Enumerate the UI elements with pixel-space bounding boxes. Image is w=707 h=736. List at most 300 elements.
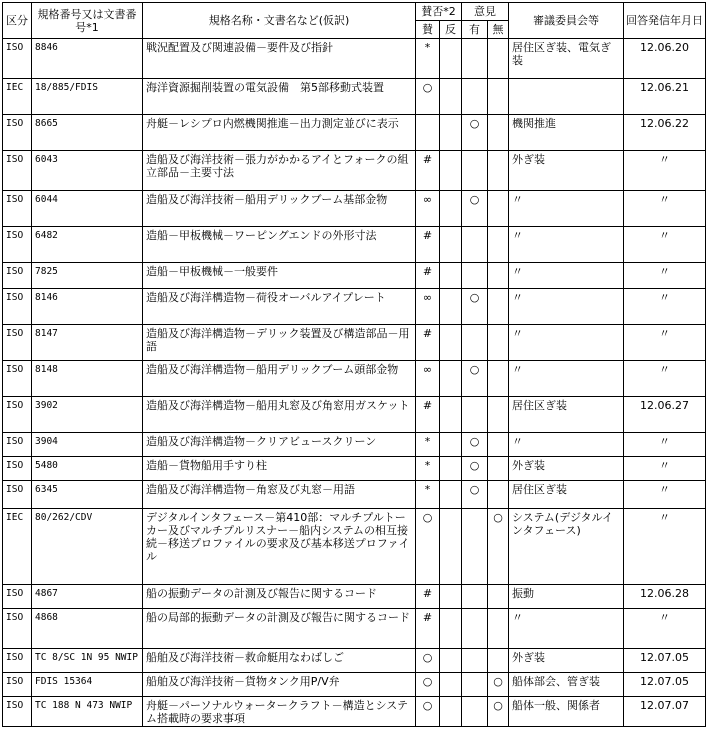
cell-class xyxy=(3,325,32,361)
cell-opinion-yes xyxy=(462,697,488,727)
cell-vote-yes xyxy=(416,361,440,397)
cell-title xyxy=(143,39,416,79)
cell-opinion-no xyxy=(488,289,509,325)
cell-reply-date-text: 〃 xyxy=(659,435,670,448)
cell-opinion-no xyxy=(488,151,509,191)
header-opinion: 意見 xyxy=(462,3,509,21)
cell-vote-yes-text: * xyxy=(424,459,431,472)
cell-number-text: 3904 xyxy=(35,436,58,447)
cell-opinion-yes xyxy=(462,481,488,509)
cell-committee xyxy=(509,227,624,263)
cell-title-text: 造船及び海洋構造物－船用丸窓及び角窓用ガスケット xyxy=(146,399,410,412)
cell-number-text: 3902 xyxy=(35,400,58,411)
table-row xyxy=(3,397,706,433)
cell-vote-yes-text: ∞ xyxy=(422,291,433,304)
cell-vote-yes-text: ○ xyxy=(422,651,433,664)
cell-title-text: デジタルインタフェース－第410部：マルチプルトーカー及びマルチプルリスナー－船内システムの相互接続－移送プロファイルの要求及び基本移送プロファイル xyxy=(146,511,410,563)
cell-reply-date-text: 〃 xyxy=(659,291,670,304)
cell-title-text: 造船及び海洋構造物－デリック装置及び構造部品－用語 xyxy=(146,327,410,353)
cell-vote-no xyxy=(440,289,462,325)
header-committee: 審議委員会等 xyxy=(509,3,624,39)
cell-committee xyxy=(509,325,624,361)
cell-number xyxy=(32,585,143,609)
table-row xyxy=(3,649,706,673)
cell-title xyxy=(143,289,416,325)
cell-vote-yes-text: # xyxy=(422,587,433,600)
cell-opinion-no xyxy=(488,115,509,151)
cell-number-text: 8147 xyxy=(35,328,58,339)
cell-opinion-yes xyxy=(462,509,488,585)
cell-class xyxy=(3,191,32,227)
cell-opinion-no xyxy=(488,673,509,697)
cell-vote-no xyxy=(440,151,462,191)
table-row xyxy=(3,151,706,191)
cell-opinion-yes xyxy=(462,227,488,263)
cell-reply-date xyxy=(624,361,706,397)
cell-reply-date xyxy=(624,697,706,727)
cell-reply-date xyxy=(624,509,706,585)
cell-reply-date-text: 12.06.21 xyxy=(640,81,689,94)
cell-class-text: ISO xyxy=(6,194,24,205)
cell-title xyxy=(143,397,416,433)
cell-vote-yes xyxy=(416,397,440,433)
cell-committee-text: 〃 xyxy=(512,363,523,376)
cell-class xyxy=(3,673,32,697)
cell-committee-text: 〃 xyxy=(512,229,523,242)
cell-reply-date xyxy=(624,115,706,151)
cell-reply-date-text: 12.07.05 xyxy=(640,675,689,688)
cell-title-text: 戦況配置及び関連設備－要件及び指針 xyxy=(146,41,333,54)
table-row xyxy=(3,263,706,289)
table-row xyxy=(3,697,706,727)
cell-opinion-no xyxy=(488,79,509,115)
cell-reply-date xyxy=(624,79,706,115)
cell-reply-date xyxy=(624,673,706,697)
cell-committee xyxy=(509,649,624,673)
cell-committee xyxy=(509,151,624,191)
cell-vote-yes xyxy=(416,191,440,227)
cell-vote-yes xyxy=(416,433,440,457)
cell-title xyxy=(143,263,416,289)
cell-number-text: 18/885/FDIS xyxy=(35,82,98,93)
cell-committee-text: 居住区ぎ装 xyxy=(512,483,567,496)
cell-reply-date xyxy=(624,227,706,263)
cell-opinion-no-text: ○ xyxy=(493,699,503,712)
cell-number xyxy=(32,397,143,433)
cell-number xyxy=(32,697,143,727)
cell-vote-yes xyxy=(416,649,440,673)
cell-committee xyxy=(509,673,624,697)
cell-vote-yes xyxy=(416,509,440,585)
cell-title xyxy=(143,325,416,361)
cell-number-text: 6043 xyxy=(35,154,58,165)
cell-reply-date-text: 12.06.22 xyxy=(640,117,689,130)
cell-title-text: 造船－甲板機械－一般要件 xyxy=(146,265,278,278)
cell-number xyxy=(32,325,143,361)
cell-vote-no xyxy=(440,397,462,433)
cell-opinion-no xyxy=(488,361,509,397)
cell-class-text: ISO xyxy=(6,400,24,411)
cell-number-text: 8146 xyxy=(35,292,58,303)
cell-committee-text: 外ぎ装 xyxy=(512,651,545,664)
cell-opinion-yes xyxy=(462,361,488,397)
cell-vote-yes xyxy=(416,263,440,289)
cell-number-text: 5480 xyxy=(35,460,58,471)
cell-title-text: 造船及び海洋技術－張力がかかるアイとフォークの組立部品－主要寸法 xyxy=(146,153,409,179)
cell-committee-text: 振動 xyxy=(512,587,534,600)
cell-vote-yes xyxy=(416,697,440,727)
cell-vote-yes xyxy=(416,39,440,79)
cell-title xyxy=(143,361,416,397)
cell-vote-no xyxy=(440,481,462,509)
cell-class-text: ISO xyxy=(6,118,24,129)
cell-opinion-yes-text: ○ xyxy=(469,363,480,376)
cell-class xyxy=(3,79,32,115)
cell-vote-yes xyxy=(416,609,440,649)
cell-vote-no xyxy=(440,325,462,361)
cell-committee-text: 外ぎ装 xyxy=(512,459,545,472)
cell-committee-text: 〃 xyxy=(512,265,523,278)
cell-vote-no xyxy=(440,361,462,397)
cell-committee xyxy=(509,289,624,325)
cell-committee xyxy=(509,481,624,509)
cell-number xyxy=(32,457,143,481)
table-row xyxy=(3,585,706,609)
cell-vote-yes-text: * xyxy=(424,483,431,496)
cell-opinion-yes xyxy=(462,585,488,609)
header-opinion-yes: 有 xyxy=(462,21,488,39)
cell-class-text: ISO xyxy=(6,588,24,599)
table-row xyxy=(3,191,706,227)
cell-vote-yes-text: ○ xyxy=(422,699,433,712)
cell-title-text: 造船及び海洋構造物－角窓及び丸窓－用語 xyxy=(146,483,355,496)
cell-committee xyxy=(509,263,624,289)
header-opinion-no: 無 xyxy=(488,21,509,39)
cell-number-text: 6345 xyxy=(35,484,58,495)
cell-vote-yes-text: # xyxy=(422,153,433,166)
cell-vote-no xyxy=(440,585,462,609)
cell-title-text: 舟艇－パーソナルウォータークラフト－構造とシステム搭載時の要求事項 xyxy=(146,699,409,725)
cell-opinion-yes xyxy=(462,397,488,433)
cell-vote-no xyxy=(440,649,462,673)
cell-opinion-yes-text: ○ xyxy=(469,117,480,130)
cell-title-text: 造船及び海洋構造物－船用デリックブーム頭部金物 xyxy=(146,363,399,376)
cell-vote-yes-text: ∞ xyxy=(422,193,433,206)
cell-committee xyxy=(509,39,624,79)
cell-title xyxy=(143,79,416,115)
cell-vote-yes-text: # xyxy=(422,327,433,340)
cell-vote-yes-text: * xyxy=(424,435,431,448)
cell-reply-date-text: 〃 xyxy=(659,459,670,472)
cell-opinion-yes xyxy=(462,673,488,697)
cell-committee xyxy=(509,361,624,397)
header-vote: 賛否*2 xyxy=(416,3,462,21)
cell-vote-yes xyxy=(416,481,440,509)
cell-vote-yes-text: # xyxy=(422,399,433,412)
cell-number-text: 8665 xyxy=(35,118,58,129)
cell-opinion-yes xyxy=(462,649,488,673)
cell-vote-yes-text: # xyxy=(422,265,433,278)
cell-reply-date-text: 〃 xyxy=(659,511,670,524)
cell-number-text: TC 188 N 473 NWIP xyxy=(35,700,133,711)
cell-title xyxy=(143,115,416,151)
cell-vote-no xyxy=(440,697,462,727)
cell-class-text: ISO xyxy=(6,676,24,687)
cell-committee-text: 居住区ぎ装、電気ぎ装 xyxy=(512,41,611,67)
cell-vote-yes xyxy=(416,457,440,481)
table-row xyxy=(3,79,706,115)
cell-class xyxy=(3,263,32,289)
cell-number xyxy=(32,673,143,697)
table-row xyxy=(3,433,706,457)
cell-number-text: 8846 xyxy=(35,42,58,53)
cell-reply-date xyxy=(624,397,706,433)
cell-number-text: 4868 xyxy=(35,612,58,623)
cell-reply-date-text: 〃 xyxy=(659,153,670,166)
cell-opinion-yes-text: ○ xyxy=(469,483,480,496)
cell-number xyxy=(32,289,143,325)
cell-class-text: ISO xyxy=(6,612,24,623)
cell-committee xyxy=(509,433,624,457)
cell-title xyxy=(143,697,416,727)
cell-class xyxy=(3,397,32,433)
cell-vote-yes xyxy=(416,289,440,325)
cell-reply-date xyxy=(624,457,706,481)
cell-class-text: ISO xyxy=(6,652,24,663)
cell-opinion-yes-text: ○ xyxy=(469,459,480,472)
cell-title xyxy=(143,673,416,697)
cell-vote-yes-text: ○ xyxy=(422,81,433,94)
header-class: 区分 xyxy=(3,3,32,39)
header-vote-no: 反 xyxy=(440,21,462,39)
cell-number xyxy=(32,227,143,263)
cell-vote-yes xyxy=(416,585,440,609)
standards-table xyxy=(2,2,706,727)
cell-opinion-yes xyxy=(462,151,488,191)
cell-opinion-yes xyxy=(462,263,488,289)
cell-class-text: IEC xyxy=(6,82,24,93)
cell-reply-date-text: 12.06.27 xyxy=(640,399,689,412)
cell-opinion-no xyxy=(488,433,509,457)
cell-number xyxy=(32,151,143,191)
table-row xyxy=(3,227,706,263)
cell-reply-date xyxy=(624,481,706,509)
cell-opinion-yes-text: ○ xyxy=(469,291,480,304)
cell-number-text: TC 8/SC 1N 95 NWIP xyxy=(35,652,138,663)
cell-class-text: ISO xyxy=(6,230,24,241)
cell-title-text: 造船－貨物船用手すり柱 xyxy=(146,459,267,472)
cell-opinion-yes xyxy=(462,79,488,115)
cell-number-text: 6044 xyxy=(35,194,58,205)
cell-committee xyxy=(509,457,624,481)
cell-class xyxy=(3,151,32,191)
cell-reply-date-text: 〃 xyxy=(659,483,670,496)
cell-number xyxy=(32,115,143,151)
cell-vote-no xyxy=(440,115,462,151)
cell-class xyxy=(3,457,32,481)
cell-class xyxy=(3,649,32,673)
cell-committee-text: 外ぎ装 xyxy=(512,153,545,166)
cell-opinion-no xyxy=(488,227,509,263)
cell-vote-yes xyxy=(416,227,440,263)
cell-reply-date xyxy=(624,433,706,457)
cell-class xyxy=(3,609,32,649)
cell-class-text: ISO xyxy=(6,460,24,471)
cell-opinion-yes xyxy=(462,289,488,325)
cell-opinion-yes xyxy=(462,433,488,457)
cell-class-text: ISO xyxy=(6,484,24,495)
cell-number xyxy=(32,649,143,673)
cell-opinion-yes xyxy=(462,39,488,79)
cell-opinion-no xyxy=(488,509,509,585)
cell-title xyxy=(143,609,416,649)
cell-reply-date-text: 12.06.28 xyxy=(640,587,689,600)
cell-committee xyxy=(509,585,624,609)
cell-reply-date xyxy=(624,609,706,649)
cell-number-text: 6482 xyxy=(35,230,58,241)
cell-number xyxy=(32,361,143,397)
cell-title-text: 船舶及び海洋技術－貨物タンク用P/V弁 xyxy=(146,675,340,688)
cell-committee-text: 〃 xyxy=(512,291,523,304)
cell-committee xyxy=(509,609,624,649)
cell-opinion-yes xyxy=(462,325,488,361)
cell-title xyxy=(143,457,416,481)
cell-vote-no xyxy=(440,263,462,289)
cell-vote-yes-text: ○ xyxy=(422,511,433,524)
cell-number-text: FDIS 15364 xyxy=(35,676,93,687)
cell-opinion-no xyxy=(488,697,509,727)
cell-reply-date xyxy=(624,263,706,289)
cell-opinion-no xyxy=(488,609,509,649)
cell-title-text: 船の局部的振動データの計測及び報告に関するコード xyxy=(146,611,410,624)
cell-class-text: ISO xyxy=(6,42,24,53)
cell-vote-yes xyxy=(416,151,440,191)
table-row xyxy=(3,509,706,585)
cell-reply-date xyxy=(624,191,706,227)
cell-reply-date xyxy=(624,39,706,79)
cell-class xyxy=(3,433,32,457)
cell-reply-date-text: 〃 xyxy=(659,229,670,242)
cell-class-text: ISO xyxy=(6,364,24,375)
cell-reply-date-text: 〃 xyxy=(659,265,670,278)
cell-number-text: 8148 xyxy=(35,364,58,375)
cell-reply-date xyxy=(624,289,706,325)
cell-class-text: ISO xyxy=(6,328,24,339)
cell-title-text: 造船及び海洋構造物－クリアビュースクリーン xyxy=(146,435,377,448)
cell-opinion-yes xyxy=(462,609,488,649)
cell-reply-date-text: 12.07.05 xyxy=(640,651,689,664)
cell-class xyxy=(3,697,32,727)
cell-number xyxy=(32,263,143,289)
header-reply-date: 回答発信年月日 xyxy=(624,3,706,39)
cell-opinion-no xyxy=(488,585,509,609)
cell-reply-date-text: 〃 xyxy=(659,193,670,206)
cell-vote-no xyxy=(440,39,462,79)
cell-reply-date xyxy=(624,649,706,673)
cell-number xyxy=(32,509,143,585)
cell-reply-date-text: 〃 xyxy=(659,327,670,340)
cell-opinion-no-text: ○ xyxy=(493,675,503,688)
cell-title xyxy=(143,433,416,457)
cell-reply-date-text: 〃 xyxy=(659,363,670,376)
cell-vote-no xyxy=(440,509,462,585)
cell-vote-yes xyxy=(416,325,440,361)
cell-committee-text: 〃 xyxy=(512,611,523,624)
cell-title xyxy=(143,481,416,509)
cell-number-text: 80/262/CDV xyxy=(35,512,93,523)
cell-vote-no xyxy=(440,673,462,697)
cell-reply-date xyxy=(624,151,706,191)
cell-class xyxy=(3,115,32,151)
cell-opinion-no xyxy=(488,191,509,227)
table-row xyxy=(3,609,706,649)
cell-title xyxy=(143,585,416,609)
cell-vote-yes-text: ∞ xyxy=(422,363,433,376)
cell-class-text: IEC xyxy=(6,512,24,523)
cell-title xyxy=(143,151,416,191)
cell-committee xyxy=(509,79,624,115)
cell-committee-text: 〃 xyxy=(512,193,523,206)
cell-reply-date xyxy=(624,585,706,609)
cell-vote-no xyxy=(440,227,462,263)
cell-title-text: 船の振動データの計測及び報告に関するコード xyxy=(146,587,377,600)
cell-number-text: 7825 xyxy=(35,266,58,277)
cell-class xyxy=(3,509,32,585)
cell-title xyxy=(143,649,416,673)
cell-title xyxy=(143,227,416,263)
cell-number xyxy=(32,609,143,649)
cell-number-text: 4867 xyxy=(35,588,58,599)
cell-number xyxy=(32,39,143,79)
cell-opinion-yes-text: ○ xyxy=(469,193,480,206)
cell-committee-text: 機関推進 xyxy=(512,117,556,130)
cell-class-text: ISO xyxy=(6,436,24,447)
cell-committee-text: 船体部会、管ぎ装 xyxy=(512,675,600,688)
cell-class xyxy=(3,361,32,397)
cell-opinion-no xyxy=(488,263,509,289)
cell-class xyxy=(3,39,32,79)
cell-committee-text: 〃 xyxy=(512,327,523,340)
cell-title-text: 造船及び海洋構造物－荷役オーバルアイプレート xyxy=(146,291,386,304)
table-row xyxy=(3,289,706,325)
cell-committee-text: 〃 xyxy=(512,435,523,448)
cell-committee-text: 船体一般、関係者 xyxy=(512,699,600,712)
cell-number xyxy=(32,433,143,457)
cell-committee-text: 居住区ぎ装 xyxy=(512,399,567,412)
cell-class xyxy=(3,585,32,609)
cell-committee xyxy=(509,697,624,727)
cell-class-text: ISO xyxy=(6,292,24,303)
cell-class-text: ISO xyxy=(6,154,24,165)
table-row xyxy=(3,325,706,361)
cell-vote-yes-text: ○ xyxy=(422,675,433,688)
cell-opinion-no xyxy=(488,481,509,509)
cell-vote-no xyxy=(440,433,462,457)
cell-title-text: 造船－甲板機械－ワーピングエンドの外形寸法 xyxy=(146,229,377,242)
table-row xyxy=(3,115,706,151)
table-row xyxy=(3,673,706,697)
table-row xyxy=(3,457,706,481)
cell-reply-date-text: 〃 xyxy=(659,611,670,624)
cell-number xyxy=(32,79,143,115)
cell-opinion-yes xyxy=(462,115,488,151)
cell-title-text: 舟艇－レシプロ内燃機関推進－出力測定並びに表示 xyxy=(146,117,399,130)
cell-title-text: 造船及び海洋技術－船用デリックブーム基部金物 xyxy=(146,193,388,206)
cell-number xyxy=(32,481,143,509)
cell-title-text: 海洋資源掘削装置の電気設備 第5部移動式装置 xyxy=(146,81,384,94)
cell-vote-yes xyxy=(416,673,440,697)
cell-committee xyxy=(509,191,624,227)
